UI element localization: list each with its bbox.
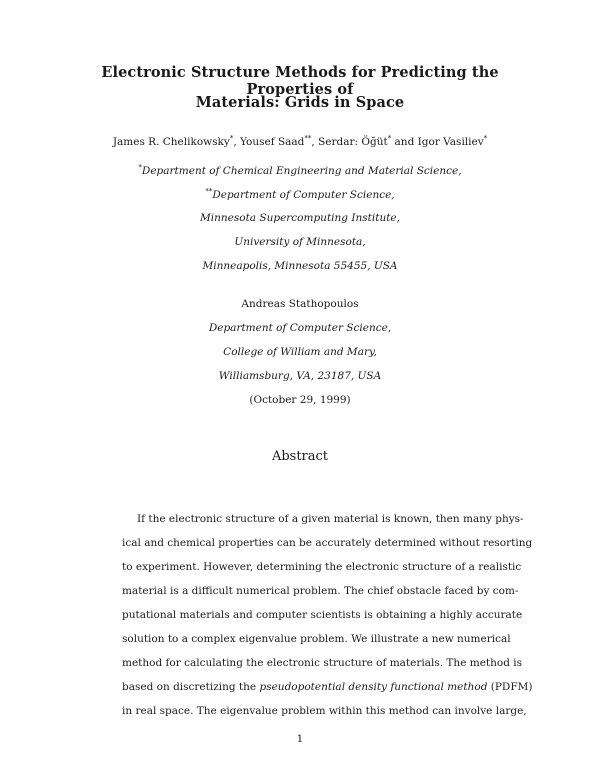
abstract-line: If the electronic structure of a given material is known, then many phys- — [137, 513, 524, 525]
affiliation-text: Department of Chemical Engineering and Material Science, — [141, 165, 462, 177]
affiliation-text: Department of Computer Science, — [212, 189, 395, 201]
affiliation-mark: ** — [205, 187, 213, 196]
paper-title-line-1: Electronic Structure Methods for Predicting the Properties of — [101, 64, 499, 98]
affiliation-line — [40, 189, 560, 201]
abstract-text: based on discretizing the — [122, 681, 257, 693]
author-name: James R. Chelikowsky — [112, 136, 230, 148]
paper-date: (October 29, 1999) — [249, 394, 351, 406]
affiliation-line: College of William and Mary, — [223, 346, 377, 358]
affiliation-text: University of Minnesota, — [234, 236, 366, 248]
affiliation-mark: * — [229, 134, 234, 143]
paper-title-line-2: Materials: Grids in Space — [195, 94, 405, 111]
abstract-line: ical and chemical properties can be accurately determined without resorting — [122, 537, 533, 549]
abstract-line: solution to a complex eigenvalue problem. We illustrate a new numerical — [122, 633, 511, 645]
abstract-line: method for calculating the electronic structure of materials. The method is — [122, 657, 523, 669]
page-number: 1 — [296, 733, 304, 745]
affiliation-line: Williamsburg, VA, 23187, USA — [218, 370, 382, 382]
author-separator: , Serdar: — [311, 136, 362, 148]
affiliation-line — [40, 260, 560, 272]
author-separator: , — [233, 136, 241, 148]
affiliation-mark: * — [138, 163, 142, 172]
abstract-line: to experiment. However, determining the electronic structure of a realistic — [122, 561, 522, 573]
affiliation-mark: * — [483, 134, 488, 143]
abstract-line — [122, 681, 533, 693]
author-separator: and — [391, 136, 418, 148]
affiliation-line — [40, 165, 560, 177]
affiliation-mark: ** — [304, 134, 312, 143]
author-list — [40, 136, 560, 148]
second-author-name: Andreas Stathopoulos — [241, 298, 359, 310]
affiliation-text: Minneapolis, Minnesota 55455, USA — [202, 260, 398, 272]
abstract-line: material is a difficult numerical problem. The chief obstacle faced by com- — [122, 585, 519, 597]
abstract-text: (PDFM) — [487, 681, 533, 693]
abstract-heading: Abstract — [271, 449, 329, 464]
abstract-emphasis: pseudopotential density functional method — [259, 681, 488, 693]
author-name: Yousef Saad — [240, 136, 305, 148]
affiliation-line — [40, 236, 560, 248]
affiliation-text: Minnesota Supercomputing Institute, — [200, 212, 400, 224]
affiliation-line — [40, 212, 560, 224]
abstract-line: putational materials and computer scientists is obtaining a highly accurate — [122, 609, 523, 621]
author-name: Öğüt — [361, 136, 388, 148]
abstract-line: in real space. The eigenvalue problem within this method can involve large, — [122, 705, 527, 717]
author-name: Igor Vasiliev — [417, 136, 484, 148]
affiliation-mark: * — [387, 134, 392, 143]
affiliation-line: Department of Computer Science, — [208, 322, 392, 334]
